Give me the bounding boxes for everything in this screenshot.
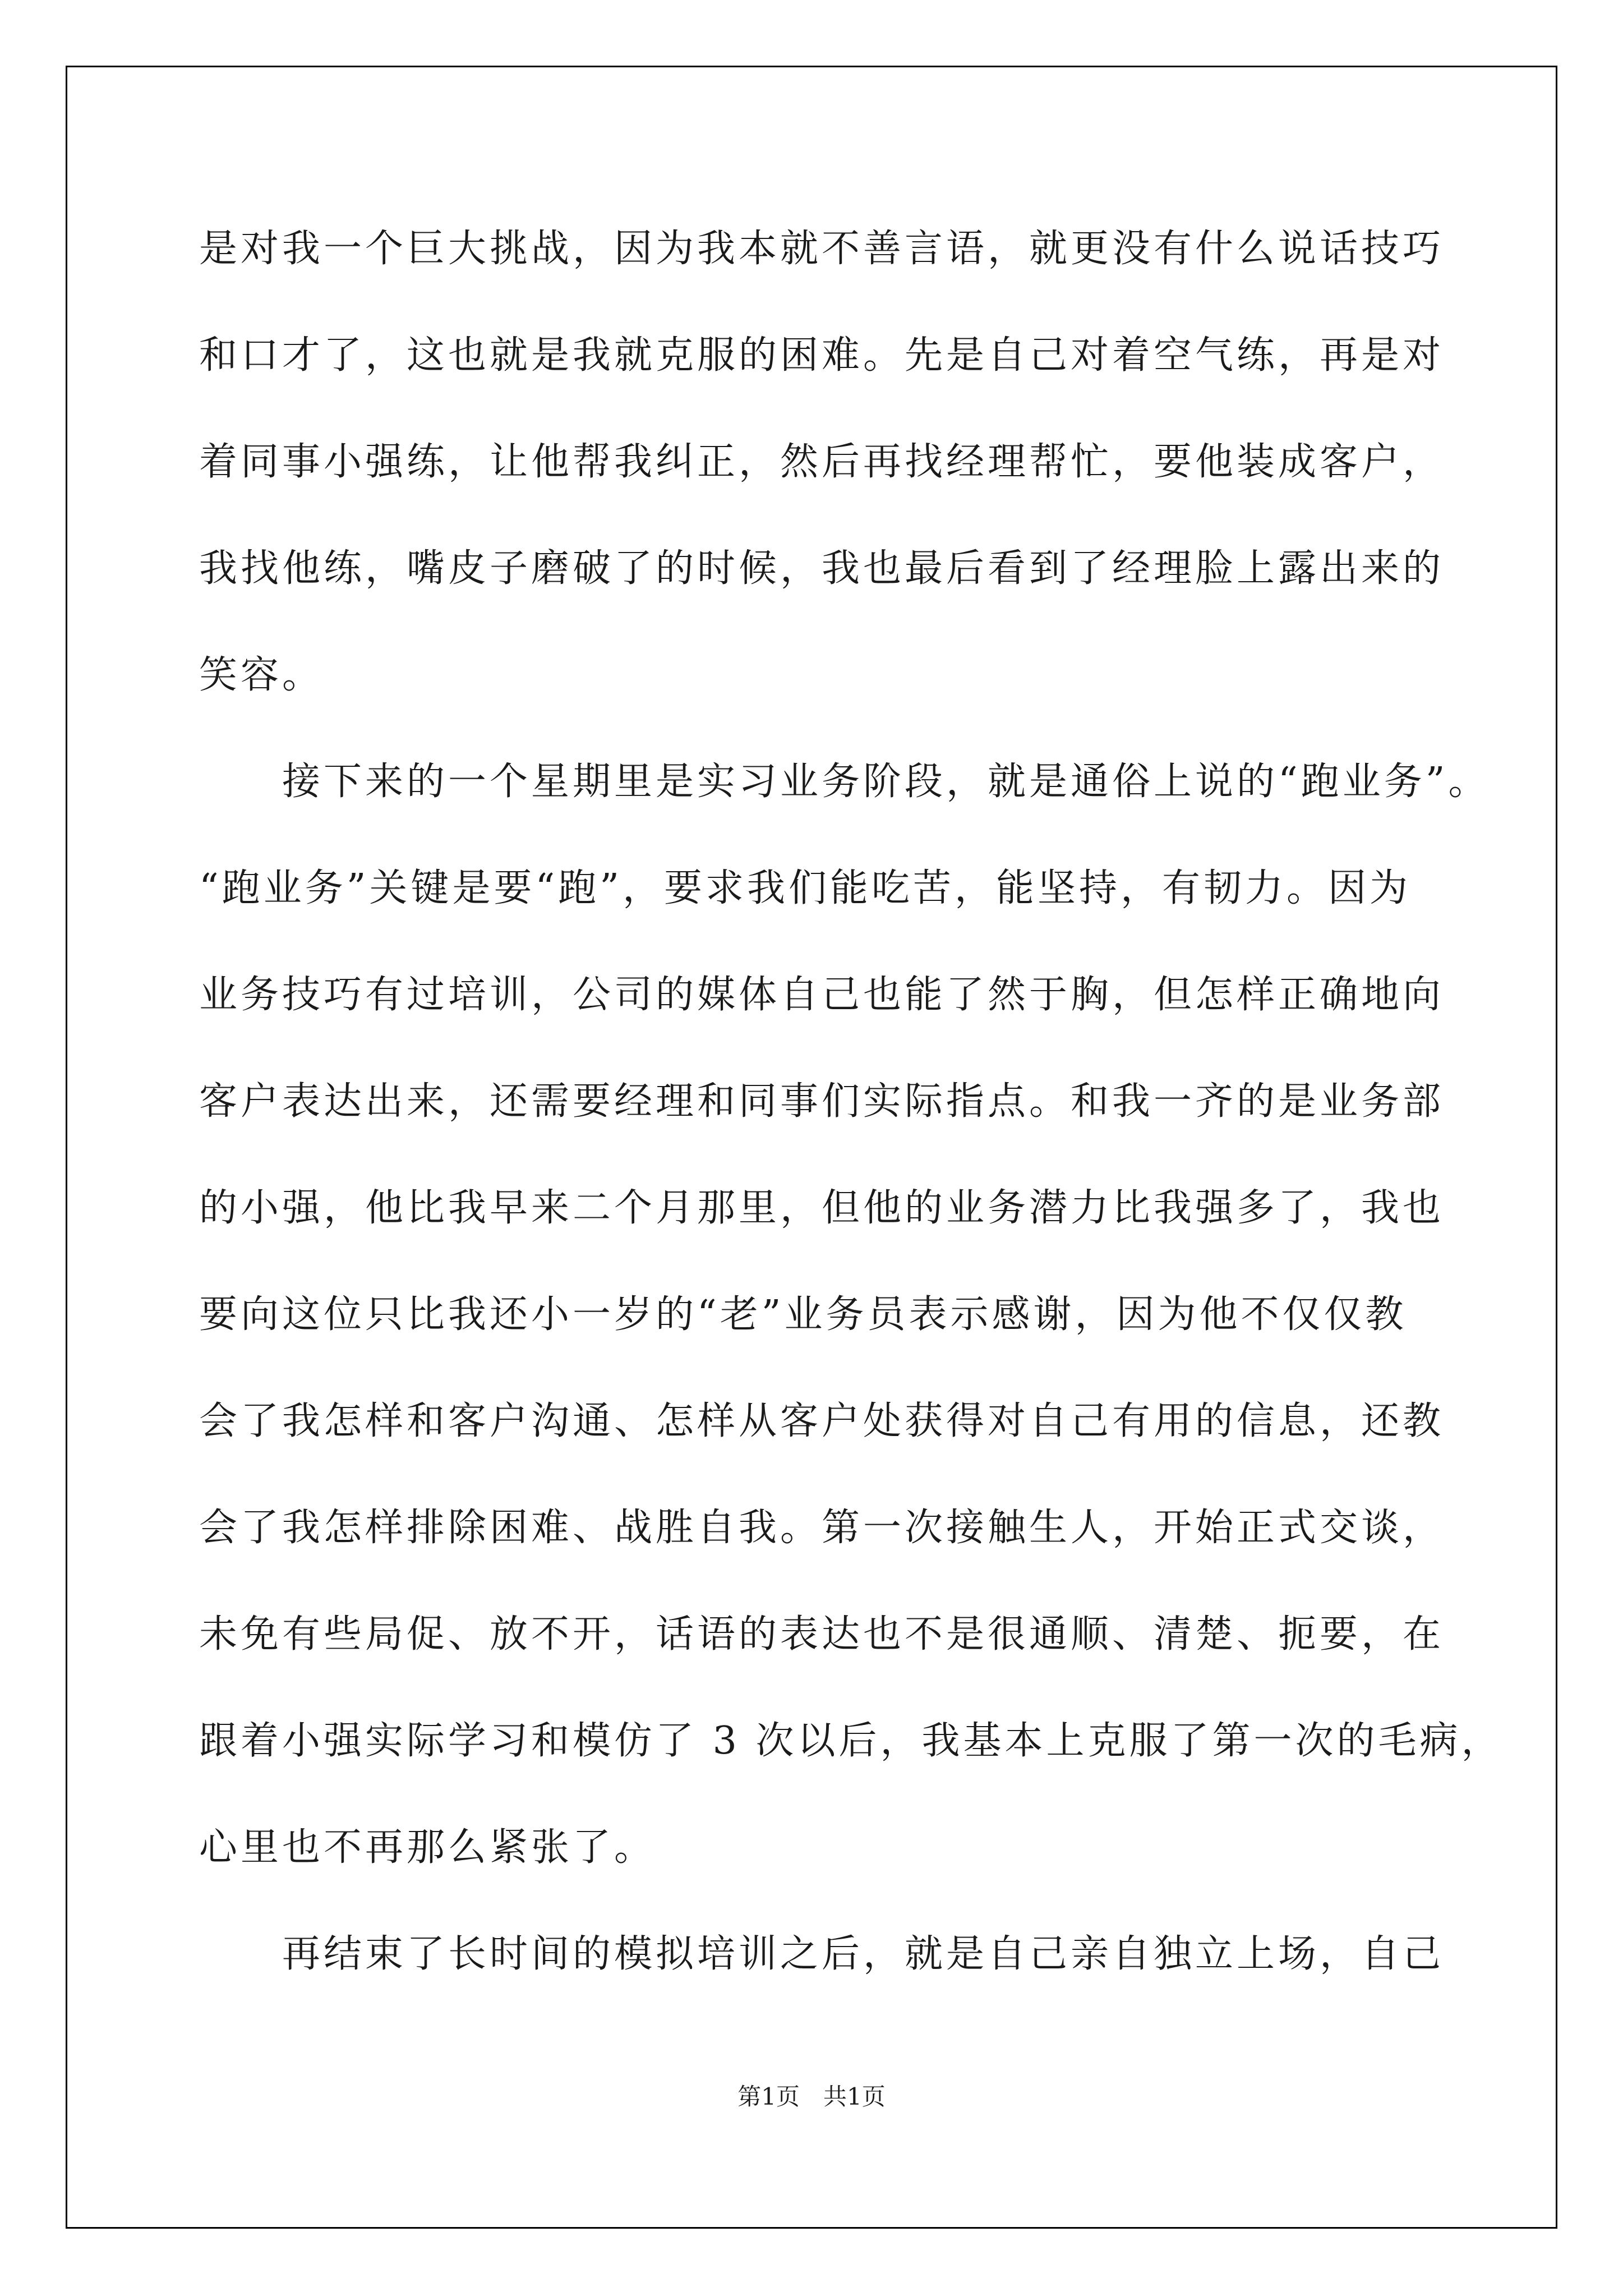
text-line: 客户表达出来，还需要经理和同事们实际指点。和我一齐的是业务部 bbox=[199, 1079, 1445, 1124]
text-line: 会了我怎样和客户沟通、怎样从客户处获得对自己有用的信息，还教 bbox=[199, 1399, 1445, 1443]
text-line: 业务技巧有过培训，公司的媒体自己也能了然于胸，但怎样正确地向 bbox=[199, 973, 1445, 1017]
text-line: 和口才了，这也就是我就克服的困难。先是自己对着空气练，再是对 bbox=[199, 333, 1445, 378]
text-line: 会了我怎样排除困难、战胜自我。第一次接触生人，开始正式交谈， bbox=[199, 1506, 1445, 1550]
page-number-footer: 第1页 共1页 bbox=[737, 2083, 886, 2110]
text-line: 我找他练，嘴皮子磨破了的时候，我也最后看到了经理脸上露出来的 bbox=[199, 546, 1445, 591]
paragraph-first-line: 接下来的一个星期里是实习业务阶段，就是通俗上说的“跑业务”。 bbox=[282, 760, 1490, 804]
text-line: 笑容。 bbox=[199, 653, 324, 697]
text-line: 的小强，他比我早来二个月那里，但他的业务潜力比我强多了，我也 bbox=[199, 1186, 1445, 1230]
paragraph-first-line: 再结束了长时间的模拟培训之后，就是自己亲自独立上场，自己 bbox=[282, 1932, 1445, 1976]
text-line: “跑业务”关键是要“跑”，要求我们能吃苦，能坚持，有韧力。因为 bbox=[199, 866, 1412, 910]
text-line: 跟着小强实际学习和模仿了 3 次以后，我基本上克服了第一次的毛病， bbox=[199, 1719, 1503, 1763]
text-line: 心里也不再那么紧张了。 bbox=[199, 1825, 656, 1870]
text-line: 是对我一个巨大挑战，因为我本就不善言语，就更没有什么说话技巧 bbox=[199, 227, 1445, 271]
text-line: 着同事小强练，让他帮我纠正，然后再找经理帮忙，要他装成客户， bbox=[199, 440, 1445, 484]
page-border bbox=[66, 66, 1557, 2229]
text-line: 要向这位只比我还小一岁的“老”业务员表示感谢，因为他不仅仅教 bbox=[199, 1292, 1407, 1337]
text-line: 未免有些局促、放不开，话语的表达也不是很通顺、清楚、扼要，在 bbox=[199, 1612, 1445, 1657]
